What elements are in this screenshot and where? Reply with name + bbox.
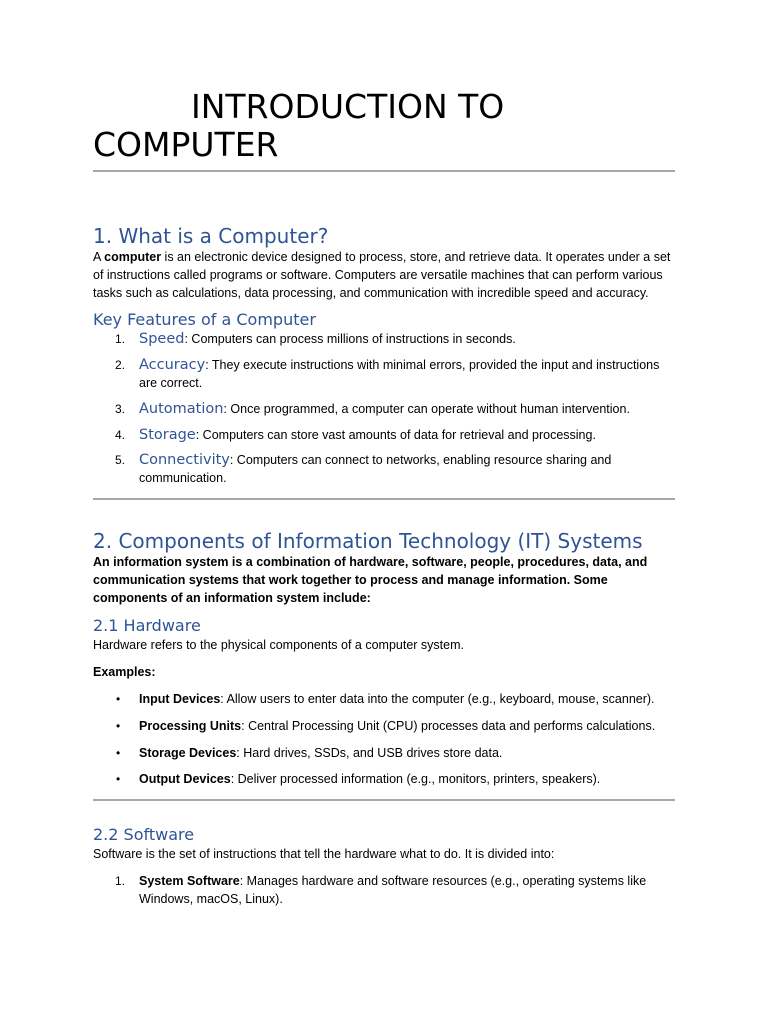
feature-desc: : Computers can process millions of instructions in seconds. (184, 332, 516, 347)
list-item (93, 745, 675, 763)
list-item (93, 771, 675, 789)
list-number: 1. (115, 332, 126, 347)
bullet: • (116, 772, 121, 787)
feature-term: Speed (139, 331, 185, 348)
section-1-heading: 1. What is a Computer? (93, 224, 329, 248)
feature-desc: : Once programmed, a computer can operate without human intervention. (223, 401, 630, 416)
list-item (93, 691, 675, 709)
intro-pre: A (93, 250, 105, 264)
bullet: • (116, 745, 121, 760)
software-term: System Software (139, 873, 240, 888)
list-item (93, 718, 675, 736)
feature-term: Automation (139, 400, 224, 417)
section-1-intro (93, 249, 675, 302)
example-term: Input Devices (139, 691, 221, 706)
bullet: • (116, 691, 121, 706)
list-item (93, 452, 675, 488)
title-line-2: COMPUTER (93, 125, 279, 164)
feature-desc: : Computers can connect to networks, enabling resource sharing and communication. (139, 453, 612, 486)
software-heading: 2.2 Software (93, 825, 195, 845)
title-line-1: INTRODUCTION TO (191, 87, 505, 126)
list-number: 5. (115, 453, 126, 468)
list-item (93, 331, 675, 349)
example-desc: : Central Processing Unit (CPU) processes data and performs calculations. (241, 718, 656, 733)
list-item (93, 401, 675, 419)
feature-term: Storage (139, 426, 196, 443)
example-term: Output Devices (139, 772, 231, 787)
list-item (93, 357, 675, 393)
feature-term: Connectivity (139, 452, 230, 469)
example-desc: : Hard drives, SSDs, and USB drives store data. (236, 745, 503, 760)
example-term: Storage Devices (139, 745, 237, 760)
example-desc: : Allow users to enter data into the computer (e.g., keyboard, mouse, scanner). (220, 691, 655, 706)
examples-label: Examples: (93, 665, 156, 680)
list-number: 3. (115, 401, 126, 416)
section-1-divider (93, 498, 675, 500)
intro-rest: is an electronic device designed to process, store, and retrieve data. It operates under a set of instructions called programs or software. Computers are versatile machines that can perform various tasks such as calculations, data processing, and communication with incredible speed and accuracy. (93, 250, 671, 300)
list-item (93, 873, 675, 909)
section-2-heading: 2. Components of Information Technology (IT) Systems (93, 528, 643, 553)
list-number: 2. (115, 358, 126, 373)
list-number: 4. (115, 427, 126, 442)
software-text: Software is the set of instructions that tell the hardware what to do. It is divided into: (93, 847, 555, 862)
feature-term: Accuracy (139, 357, 206, 374)
key-features-list (93, 331, 675, 488)
document-title (93, 0, 675, 164)
software-desc: : Manages hardware and software resources (e.g., operating systems like Windows, macOS, Linux). (139, 873, 647, 906)
title-divider (93, 170, 675, 172)
intro-bold-term: computer (104, 250, 162, 264)
bullet: • (116, 718, 121, 733)
list-number: 1. (115, 873, 126, 888)
software-list (93, 873, 675, 909)
section-2-intro: An information system is a combination of hardware, software, people, procedures, data, and communication systems that work together to process and manage information. Some components of an information system include: (93, 554, 648, 605)
feature-desc: : They execute instructions with minimal errors, provided the input and instructions are correct. (139, 358, 660, 390)
example-desc: : Deliver processed information (e.g., monitors, printers, speakers). (230, 772, 601, 787)
example-term: Processing Units (139, 718, 242, 733)
hardware-text: Hardware refers to the physical components of a computer system. (93, 638, 464, 653)
feature-desc: : Computers can store vast amounts of data for retrieval and processing. (195, 427, 596, 442)
key-features-heading: Key Features of a Computer (93, 310, 316, 330)
hardware-examples-list (93, 691, 675, 789)
hardware-divider (93, 799, 675, 801)
list-item (93, 427, 675, 445)
hardware-heading: 2.1 Hardware (93, 616, 201, 636)
